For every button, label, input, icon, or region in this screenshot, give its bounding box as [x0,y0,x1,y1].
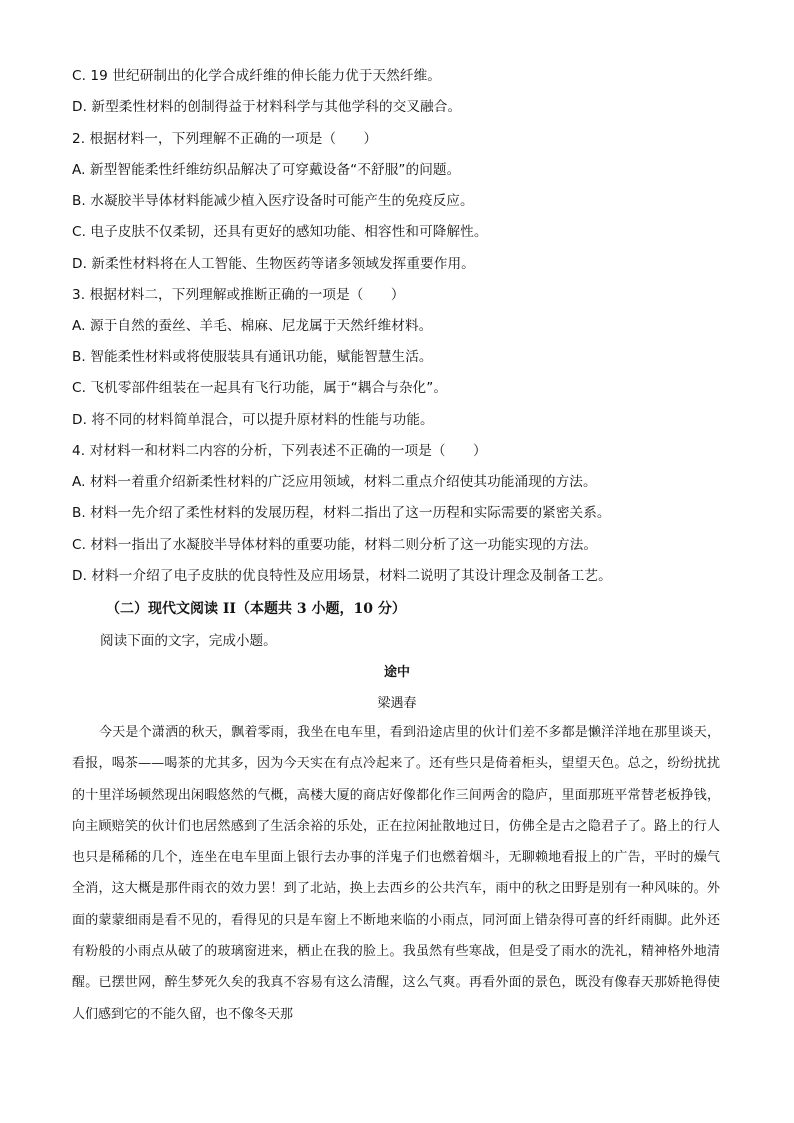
question4-stem: 4. 对材料一和材料二内容的分析，下列表述不正确的一项是（ ） [72,443,487,459]
question3-option-d: D. 将不同的材料简单混合，可以提升原材料的性能与功能。 [72,412,434,428]
question2-option-a: A. 新型智能柔性纤维纺织品解决了可穿戴设备“不舒服”的问题。 [72,162,461,178]
article-title: 途中 [383,665,410,680]
question3-stem: 3. 根据材料二，下列理解或推断正确的一项是（ ） [72,287,405,303]
question4-option-b: B. 材料一先介绍了柔性材料的发展历程，材料二指出了这一历程和实际需要的紧密关系。 [72,505,611,521]
question4-option-d: D. 材料一介绍了电子皮肤的优良特性及应用场景，材料二说明了其设计理念及制备工艺。 [72,568,612,584]
article-author: 梁遇春 [377,696,417,711]
question2-stem: 2. 根据材料一，下列理解不正确的一项是（ ） [72,131,378,147]
question1-option-c: C. 19 世纪研制出的化学合成纤维的伸长能力优于天然纤维。 [72,68,442,84]
reading-instruction: 阅读下面的文字，完成小题。 [100,633,277,649]
question2-option-c: C. 电子皮肤不仅柔韧，还具有更好的感知功能、相容性和可降解性。 [72,224,488,240]
question4-option-c: C. 材料一指出了水凝胶半导体材料的重要功能，材料二则分析了这一功能实现的方法。 [72,537,598,553]
question3-option-c: C. 飞机零部件组装在一起具有飞行功能，属于“耦合与杂化”。 [72,380,448,396]
section-heading: （二）现代文阅读 II（本题共 3 小题，10 分） [106,601,406,617]
question3-option-a: A. 源于自然的蚕丝、羊毛、棉麻、尼龙属于天然纤维材料。 [72,318,433,334]
question3-option-b: B. 智能柔性材料或将使服装具有通讯功能，赋能智慧生活。 [72,349,433,365]
article-paragraph: 今天是个潇洒的秋天，飘着零雨，我坐在电车里，看到沿途店里的伙计们差不多都是懒洋洋地在那里谈天，看报，喝茶——喝茶的尤其多，因为今天实在有点冷起来了。还有些只是倚着柜头，望望天色。总之，纷纷扰扰的十里洋场顿然现出闲暇悠然的气概，高楼大厦的商店好像都化作三间两舍的隐庐，里面那班平常替老板挣钱，向主顾赔笑的伙计们也居然感到了生活余裕的乐处，正在拉闲扯散地过日，仿佛全是古之隐君子了。路上的行人也只是稀稀的几个，连坐在电车里面上银行去办事的洋鬼子们也燃着烟斗，无聊赖地看报上的广告，平时的燥气全消，这大概是那件雨衣的效力罢！到了北站，换上去西乡的公共汽车，雨中的秋之田野是别有一种风味的。外面的蒙蒙细雨是看不见的，看得见的只是车窗上不断地来临的小雨点，同河面上错杂得可喜的纤纤雨脚。此外还有粉般的小雨点从破了的玻璃窗进来，栖止在我的脸上。我虽然有些寒战，但是受了雨水的洗礼，精神格外地清醒。已摆世网，醉生梦死久矣的我真不容易有这么清醒，这么气爽。再看外面的景色，既没有像春天那娇艳得使人们感到它的不能久留，也不像冬天那 [72,725,720,1022]
question4-option-a: A. 材料一着重介绍新柔性材料的广泛应用领域，材料二重点介绍使其功能涌现的方法。 [72,474,597,490]
question2-option-b: B. 水凝胶半导体材料能减少植入医疗设备时可能产生的免疫反应。 [72,193,474,209]
question2-option-d: D. 新柔性材料将在人工智能、生物医药等诸多领域发挥重要作用。 [72,256,475,272]
question1-option-d: D. 新型柔性材料的创制得益于材料科学与其他学科的交叉融合。 [72,99,462,115]
